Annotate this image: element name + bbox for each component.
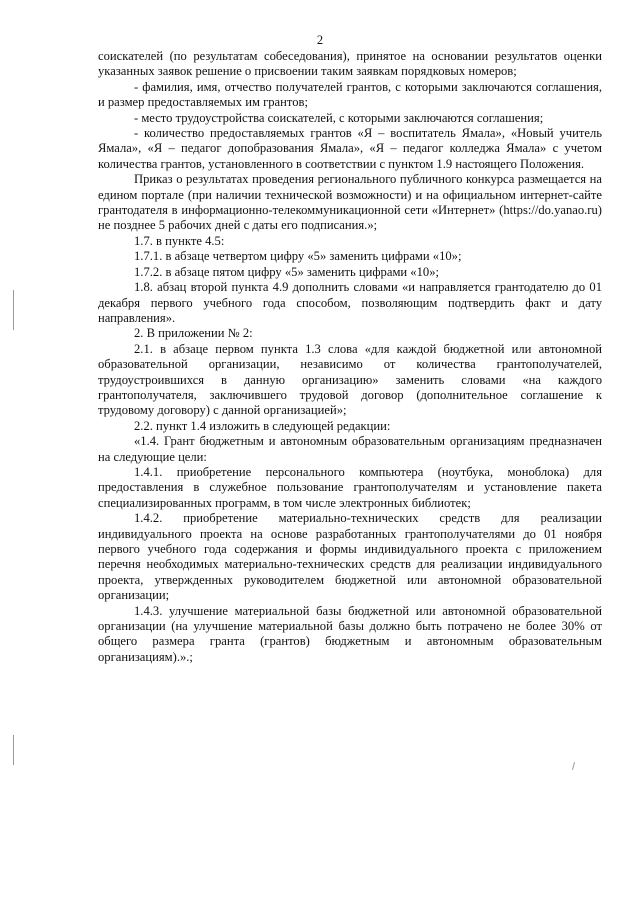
paragraph-4: Приказ о результатах проведения регионального публичного конкурса размещается на едином портале (при наличии технической возможности) и на официальном интернет-сайте грантодателя в информационно-телекоммуникационной сети «Интернет» (https://do.yanao.ru) не позднее 5 рабочих дней с даты его подписания.»; bbox=[98, 172, 602, 233]
paragraph-7: 1.7.2. в абзаце пятом цифру «5» заменить цифрами «10»; bbox=[134, 264, 439, 279]
paragraph-14: 1.4.2. приобретение материально-технических средств для реализации индивидуального проекта на основе разработанных грантополучателями до 01 ноября первого учебного года содержания и формы индивидуального проекта с приложением перечня необходимых материально-технических средств для реализации индивидуального проекта, утвержденных руководителем бюджетной или автономной образовательной организации; bbox=[98, 511, 602, 603]
document-body bbox=[98, 49, 602, 665]
paragraph-9: 2. В приложении № 2: bbox=[134, 326, 253, 341]
scan-speck bbox=[572, 762, 575, 770]
paragraph-8: 1.8. абзац второй пункта 4.9 дополнить словами «и направляется грантодателю до 01 декабря первого учебного года способом, позволяющим подтвердить факт и дату направления». bbox=[98, 280, 602, 325]
paragraph-15: 1.4.3. улучшение материальной базы бюджетной или автономной образовательной организации (на улучшение материальной базы должно быть потрачено не более 30% от общего размера гранта (грантов) бюджетным и автономным образовательным организациям).».; bbox=[98, 603, 602, 664]
scan-edge-mark-bottom bbox=[13, 735, 14, 765]
paragraph-10: 2.1. в абзаце первом пункта 1.3 слова «для каждой бюджетной или автономной образовательной организации, независимо от количества грантополучателей, трудоустроившихся в данную организацию» заменить словами «на каждого грантополучателя, заключившего трудовой договор (дополнительное соглашение к трудовому договору) с данной организацией»; bbox=[98, 341, 602, 418]
page-number: 2 bbox=[316, 33, 324, 47]
paragraph-11: 2.2. пункт 1.4 изложить в следующей редакции: bbox=[134, 418, 391, 433]
paragraph-0: соискателей (по результатам собеседования), принятое на основании результатов оценки указанных заявок решение о присвоении таким заявкам порядковых номеров; bbox=[98, 49, 602, 79]
paragraph-12: «1.4. Грант бюджетным и автономным образовательным организациям предназначен на следующие цели: bbox=[98, 434, 602, 464]
paragraph-13: 1.4.1. приобретение персонального компьютера (ноутбука, моноблока) для предоставления в служебное пользование грантополучателям и установление пакета специализированных программ, в том числе электронных библиотек; bbox=[98, 464, 602, 510]
scan-edge-mark-top bbox=[13, 290, 14, 330]
paragraph-3: - количество предоставляемых грантов «Я – воспитатель Ямала», «Новый учитель Ямала», «Я – педагог допобразования Ямала», «Я – педагог колледжа Ямала» с учетом количества грантов, установленного в соответствии с пунктом 1.9 настоящего Положения. bbox=[98, 126, 602, 171]
paragraph-6: 1.7.1. в абзаце четвертом цифру «5» заменить цифрами «10»; bbox=[134, 249, 462, 264]
paragraph-2: - место трудоустройства соискателей, с которыми заключаются соглашения; bbox=[134, 110, 544, 125]
paragraph-5: 1.7. в пункте 4.5: bbox=[134, 233, 225, 248]
paragraph-1: - фамилия, имя, отчество получателей грантов, с которыми заключаются соглашения, и размер предоставляемых им грантов; bbox=[98, 79, 602, 110]
